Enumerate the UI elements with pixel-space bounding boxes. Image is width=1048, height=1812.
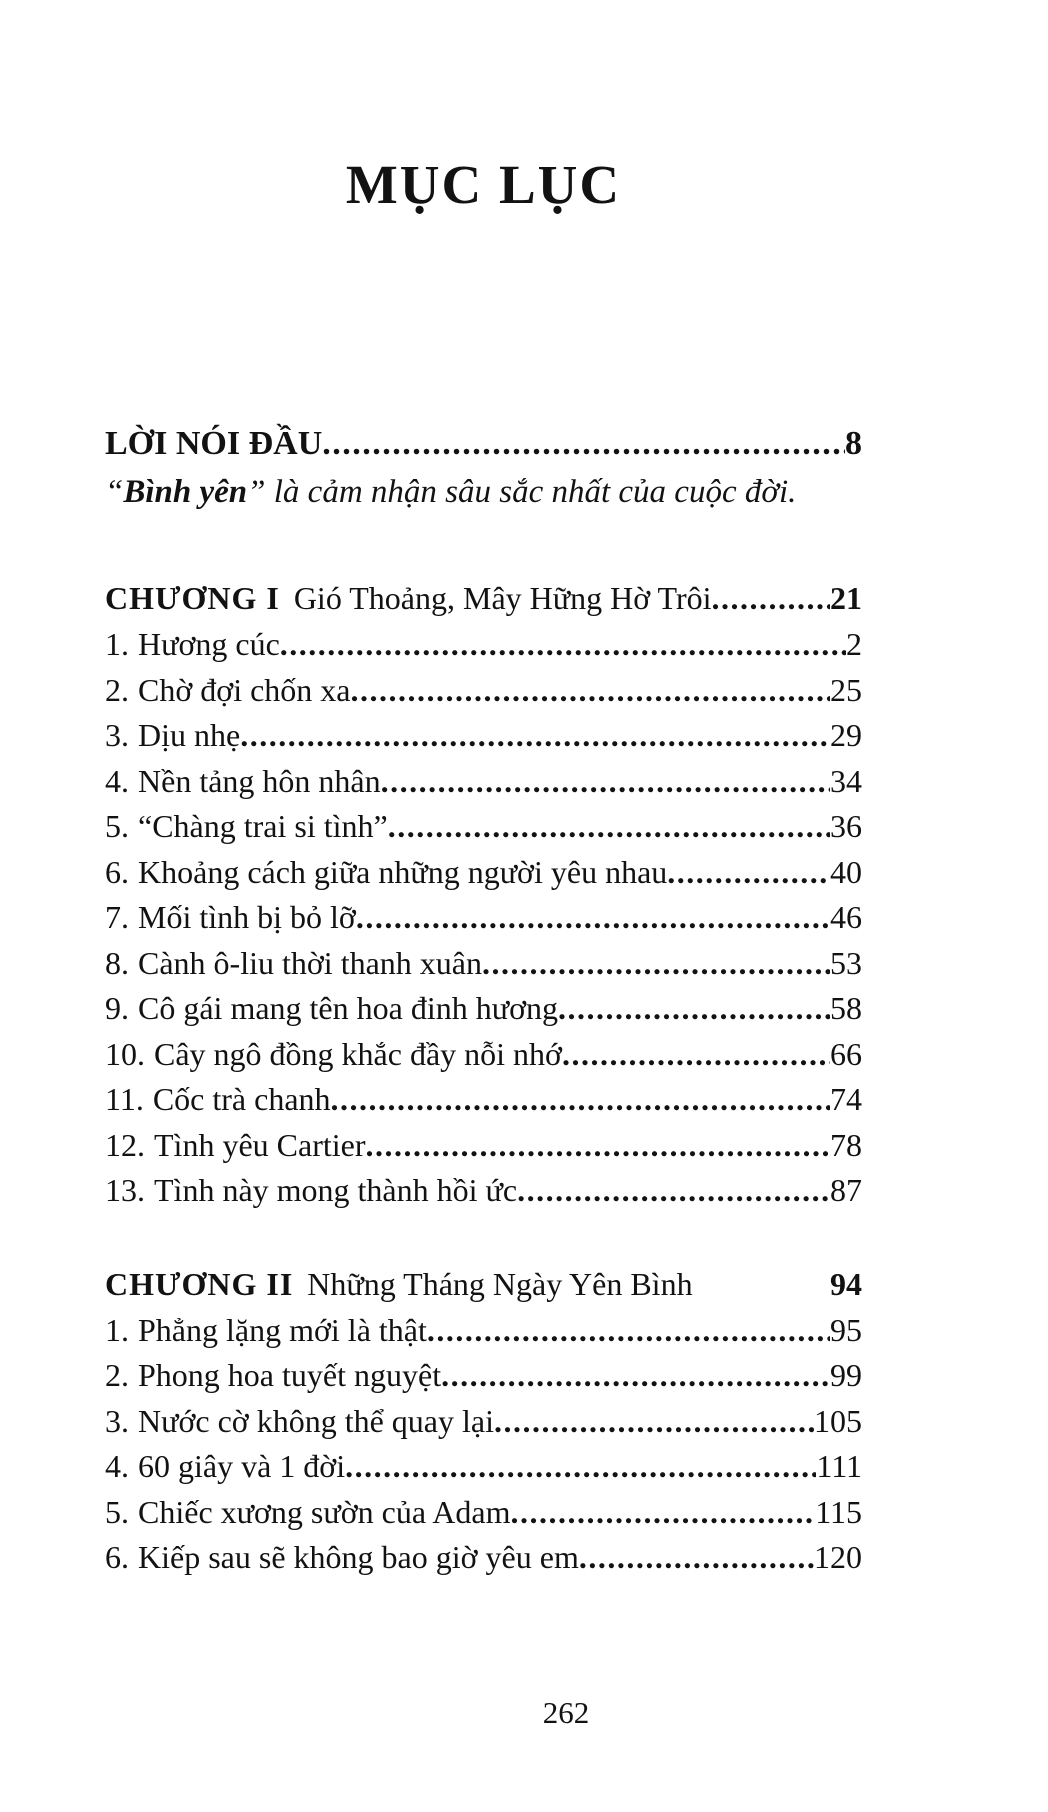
chapter-1-page-number: 21	[830, 580, 862, 616]
toc-entry	[105, 1353, 862, 1399]
dot-leader	[240, 713, 830, 759]
toc-entry	[105, 1535, 862, 1581]
dot-leader	[517, 1168, 830, 1214]
toc-entry-number: 2.	[105, 671, 129, 708]
toc-entry-title: Hương cúc	[138, 626, 280, 662]
toc-entry-number: 8.	[105, 944, 129, 981]
toc-entry-title: Chiếc xương sườn của Adam	[138, 1493, 511, 1530]
toc-entry-page: 99	[830, 1357, 862, 1393]
toc-entry-title: Phong hoa tuyết nguyệt	[138, 1357, 442, 1393]
toc-entry	[105, 1032, 862, 1078]
toc-entry-number: 5.	[105, 808, 129, 844]
subtitle-emphasis: Bình yên	[123, 474, 248, 510]
dot-leader	[322, 420, 845, 468]
toc-entry-page: 78	[830, 1126, 862, 1163]
toc-entry-title: 60 giây và 1 đời	[138, 1448, 346, 1484]
dot-leader	[579, 1535, 814, 1581]
dot-leader	[331, 1077, 830, 1123]
toc-entry-page: 87	[830, 1172, 862, 1208]
toc-entry-page: 111	[816, 1448, 862, 1484]
dot-leader	[356, 895, 830, 941]
toc-entry-number: 9.	[105, 990, 129, 1026]
toc-entry-page: 66	[830, 1035, 862, 1072]
toc-entry-title: Tình yêu Cartier	[154, 1126, 366, 1163]
chapter-2-page-number: 94	[830, 1265, 862, 1302]
toc-entry-number: 13.	[105, 1172, 145, 1208]
toc-entry-page: 105	[814, 1402, 862, 1439]
toc-entry-number: 3.	[105, 717, 129, 753]
toc-entry-page: 120	[814, 1539, 862, 1575]
toc-entry-page: 74	[830, 1081, 862, 1117]
toc-entry-title: Chờ đợi chốn xa	[138, 671, 351, 708]
close-quote: ”	[247, 474, 266, 510]
preface-label: LỜI NÓI ĐẦU	[105, 425, 323, 462]
toc-entry-page: 53	[830, 944, 862, 981]
toc-entry	[105, 1490, 862, 1536]
toc-entry	[105, 759, 862, 805]
toc-entry-page: 34	[830, 762, 862, 799]
toc-entry-title: “Chàng trai si tình”	[138, 808, 388, 844]
toc-entry	[105, 1077, 862, 1123]
subtitle-text: là cảm nhận sâu sắc nhất của cuộc đời.	[265, 474, 797, 510]
toc-entry-number: 6.	[105, 853, 129, 890]
toc-entry-page: 58	[830, 990, 862, 1026]
chapter-1-label: CHƯƠNG I	[105, 580, 280, 616]
toc-entry	[105, 986, 862, 1032]
toc-entry-title: Tình này mong thành hồi ức	[154, 1172, 518, 1208]
toc-entry-number: 11.	[105, 1081, 144, 1117]
toc-page	[105, 0, 862, 1581]
toc-entry-number: 4.	[105, 1448, 129, 1484]
toc-entry-number: 1.	[105, 626, 129, 662]
toc-entry-title: Khoảng cách giữa những người yêu nhau	[138, 853, 668, 890]
toc-entry	[105, 668, 862, 714]
dot-leader	[667, 850, 830, 896]
dot-leader	[482, 941, 830, 987]
toc-entry-page: 46	[830, 899, 862, 935]
toc-entry-title: Dịu nhẹ	[138, 717, 241, 753]
toc-entry-number: 4.	[105, 762, 129, 799]
dot-leader	[441, 1353, 830, 1399]
dot-leader	[280, 622, 846, 668]
toc-entry-page: 2	[846, 626, 862, 662]
dot-leader	[388, 804, 830, 850]
dot-leader	[558, 986, 830, 1032]
toc-entry-number: 12.	[105, 1126, 145, 1163]
preface-entry	[105, 420, 862, 468]
toc-entry	[105, 895, 862, 941]
toc-entry-page: 40	[830, 853, 862, 890]
toc-entry	[105, 1444, 862, 1490]
chapter-2-label: CHƯƠNG II	[105, 1265, 294, 1302]
toc-entry	[105, 804, 862, 850]
toc-entry-number: 2.	[105, 1357, 129, 1393]
toc-entry-number: 5.	[105, 1493, 129, 1530]
toc-entry-page: 25	[830, 671, 862, 708]
chapter-1-heading	[105, 574, 862, 622]
toc-entry-page: 95	[830, 1311, 862, 1348]
toc-entry-title: Cốc trà chanh	[152, 1081, 331, 1117]
toc-entry	[105, 713, 862, 759]
dot-leader	[350, 668, 830, 714]
toc-entry-number: 1.	[105, 1311, 129, 1348]
toc-entry-number: 3.	[105, 1402, 129, 1439]
folio-page-number: 262	[542, 1695, 590, 1730]
toc-entry-title: Cô gái mang tên hoa đinh hương	[138, 990, 558, 1026]
toc-entry-title: Cành ô-liu thời thanh xuân	[138, 944, 482, 981]
toc-entry-title: Mối tình bị bỏ lỡ	[138, 899, 356, 935]
toc-entry-title: Cây ngô đồng khắc đầy nỗi nhớ	[154, 1035, 562, 1072]
toc-entry-title: Nước cờ không thể quay lại	[138, 1402, 494, 1439]
open-quote: “	[105, 474, 124, 510]
preface-page-number: 8	[845, 425, 862, 462]
toc-entry-number: 10.	[105, 1035, 145, 1072]
dot-leader	[381, 759, 830, 805]
preface-subtitle	[105, 468, 862, 516]
toc-entry-number: 6.	[105, 1539, 129, 1575]
dot-leader	[510, 1490, 815, 1536]
toc-entry	[105, 1123, 862, 1169]
chapter-1-title: Gió Thoảng, Mây Hững Hờ Trôi	[293, 580, 712, 616]
toc-entry	[105, 1168, 862, 1214]
dot-leader	[712, 574, 830, 622]
toc-entry	[105, 1308, 862, 1354]
toc-entry-page: 115	[815, 1493, 862, 1530]
toc-entry	[105, 941, 862, 987]
chapter-2-title: Những Tháng Ngày Yên Bình	[307, 1265, 693, 1302]
toc-entry-title: Phẳng lặng mới là thật	[138, 1311, 427, 1348]
toc-entry-page: 29	[830, 717, 862, 753]
dot-leader	[427, 1308, 830, 1354]
toc-entry	[105, 850, 862, 896]
toc-entry-page: 36	[830, 808, 862, 844]
dot-leader	[345, 1444, 816, 1490]
dot-leader	[494, 1399, 814, 1445]
page-title: MỤC LỤC	[345, 154, 622, 215]
toc-entry	[105, 1399, 862, 1445]
toc-entry	[105, 622, 862, 668]
toc-entry-title: Kiếp sau sẽ không bao giờ yêu em	[138, 1539, 579, 1575]
chapter-2-heading	[105, 1260, 862, 1308]
dot-leader	[365, 1123, 830, 1169]
toc-entry-number: 7.	[105, 899, 129, 935]
dot-leader	[562, 1032, 830, 1078]
toc-entry-title: Nền tảng hôn nhân	[138, 762, 381, 799]
